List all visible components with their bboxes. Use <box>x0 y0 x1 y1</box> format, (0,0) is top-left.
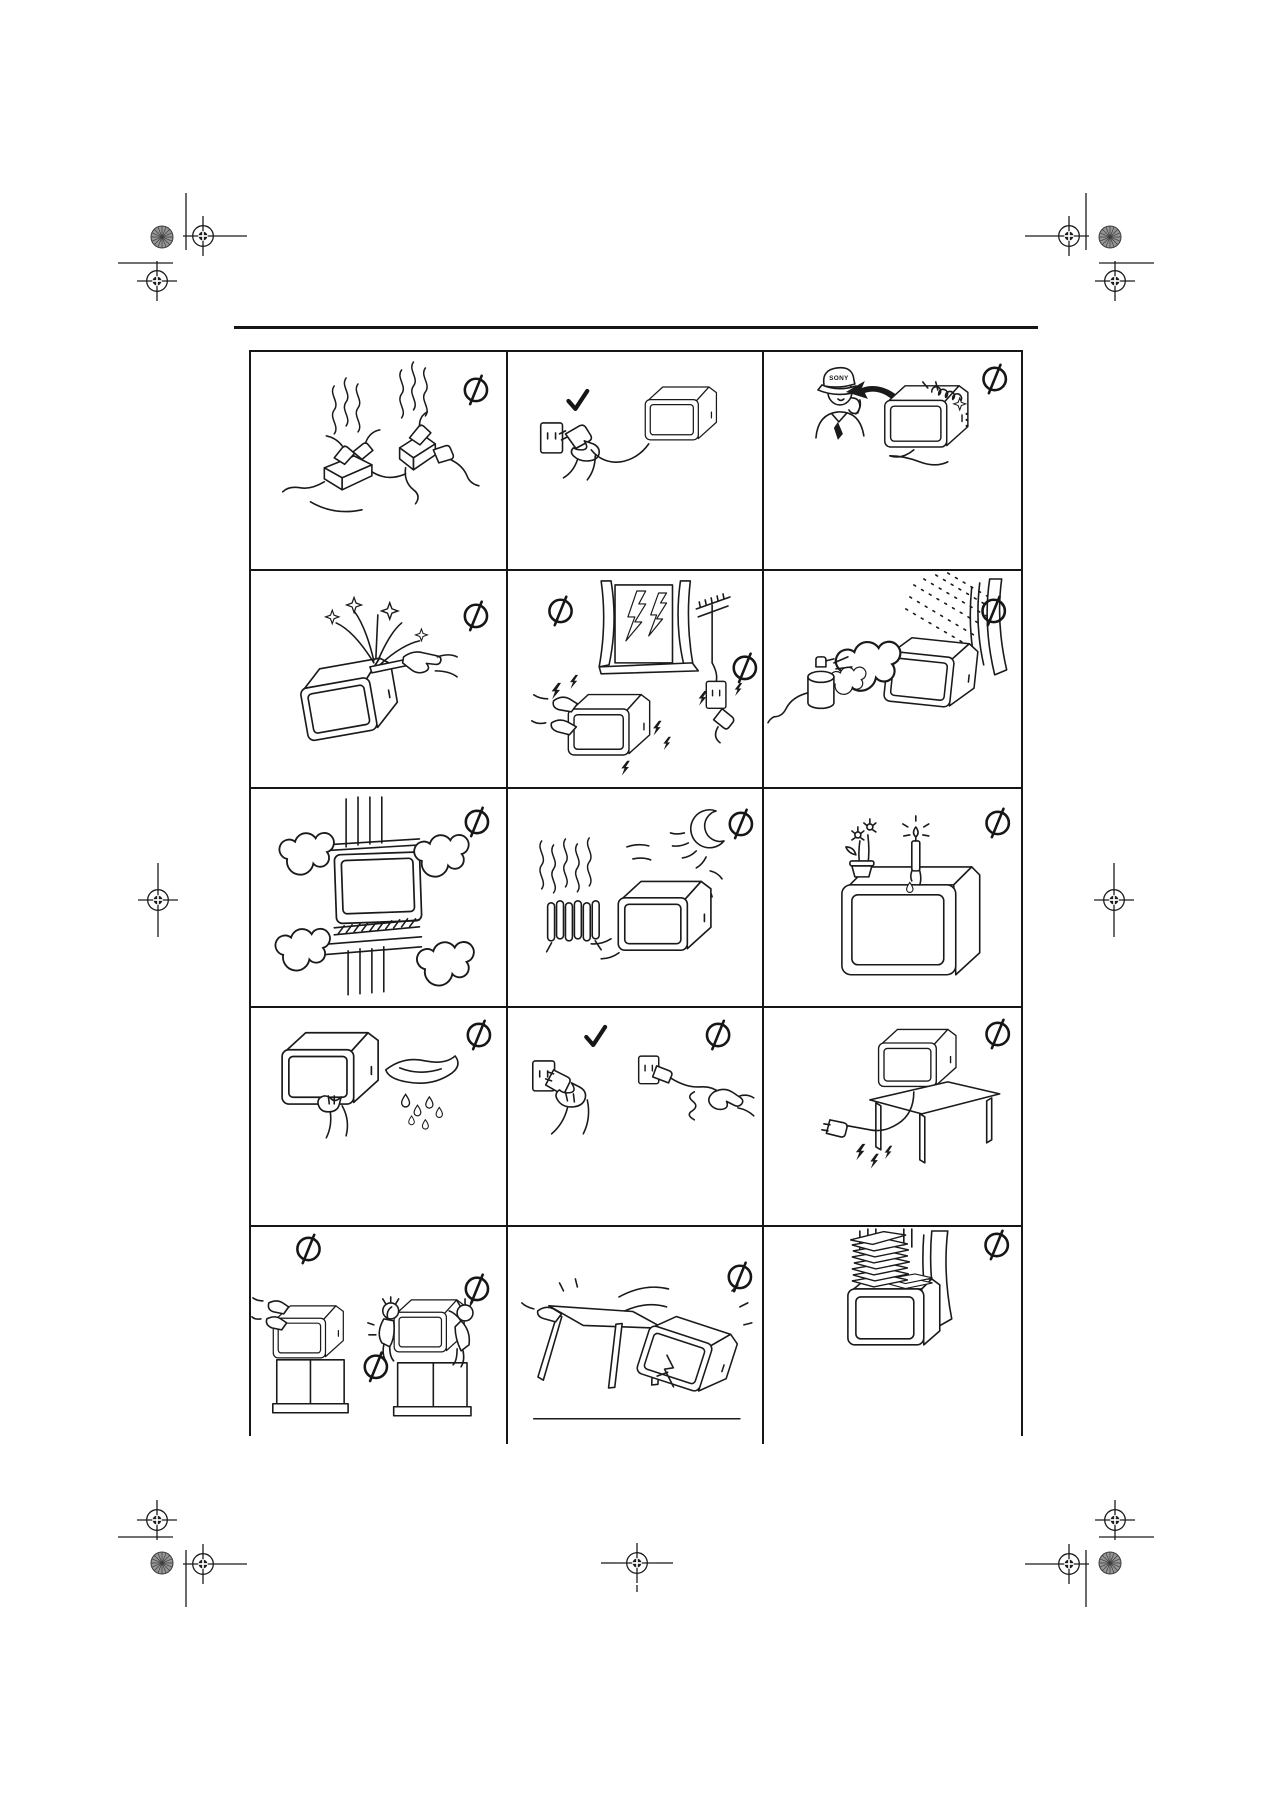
aerosol-spray-illustration <box>764 571 1021 788</box>
cell-unplug-during-lightning <box>508 571 765 790</box>
prohibited-icon <box>707 1021 729 1049</box>
lean-on-tv <box>252 1298 348 1413</box>
candle-plant-illustration <box>764 789 1021 1006</box>
cell-pull-plug-not-cord <box>508 1008 765 1227</box>
prohibited-icon <box>297 1235 319 1263</box>
water-drop-icon <box>409 1116 415 1125</box>
heat-wave-icon <box>575 844 578 892</box>
registration-mark <box>183 1544 223 1584</box>
stacked-papers-illustration <box>764 1227 1021 1444</box>
heat-cloud-icon <box>417 942 474 986</box>
spark-bolt-icon <box>885 1146 893 1159</box>
tv-icon <box>394 1300 464 1352</box>
lightning-icon <box>648 593 666 636</box>
header-rule <box>234 326 1038 329</box>
service-person <box>816 368 864 440</box>
heat-cloud-icon <box>275 929 330 971</box>
smoke-icon <box>424 368 427 416</box>
tv-icon <box>334 852 422 924</box>
cell-overloaded-outlet <box>251 352 508 571</box>
prohibited-icon <box>733 653 755 681</box>
cell-no-wet-cloth <box>251 1008 508 1227</box>
color-control-dot <box>151 1552 173 1574</box>
prohibited-icon <box>986 1231 1008 1259</box>
spark-bolt-icon <box>856 1144 865 1160</box>
registration-mark <box>1095 1500 1135 1540</box>
prohibited-icon <box>987 1020 1009 1048</box>
safety-grid <box>249 350 1023 1436</box>
water-drop-icon <box>436 1108 442 1118</box>
water-drop-icon <box>414 1105 421 1116</box>
prohibited-icon <box>549 596 571 624</box>
children-climbing <box>368 1297 473 1416</box>
heat-sources-illustration <box>508 789 763 1006</box>
tv-icon <box>645 387 716 440</box>
reg-cluster-bottom-right <box>1025 1500 1154 1607</box>
spark-icon <box>326 610 339 623</box>
heat-cloud-icon <box>279 833 334 875</box>
registration-mark <box>617 1543 657 1583</box>
spark-icon <box>382 602 398 618</box>
tv-open-back <box>885 382 968 465</box>
cell-no-objects-in-vents <box>251 571 508 790</box>
blocked-ventilation-illustration <box>251 789 506 1006</box>
yank-cord-wrong <box>638 1056 753 1120</box>
tv-icon <box>568 694 649 754</box>
grip-plug-correct <box>532 1061 588 1134</box>
prohibited-icon <box>987 809 1009 837</box>
wet-cloth-illustration <box>251 1008 506 1225</box>
outlet-icon <box>540 423 562 453</box>
registration-mark <box>137 261 177 301</box>
spark-bolt-icon <box>570 675 578 689</box>
check-icon <box>586 1027 605 1045</box>
heat-wave-icon <box>552 845 555 893</box>
falling-tv-illustration <box>508 1227 763 1444</box>
registration-mark <box>1095 261 1135 301</box>
prohibited-icon <box>983 596 1005 624</box>
prohibited-icon <box>728 1263 750 1291</box>
plug-vs-cord-illustration <box>508 1008 763 1225</box>
tv-icon <box>885 386 968 447</box>
reg-cluster-top-right <box>1025 193 1154 301</box>
registration-mark <box>1094 880 1134 920</box>
cell-connect-plug-properly <box>508 352 765 571</box>
tv-icon <box>282 1033 378 1104</box>
cap-label: SONY <box>829 374 850 382</box>
prohibited-icon <box>468 1021 490 1049</box>
water-drop-icon <box>402 1094 410 1106</box>
cell-no-climbing <box>251 1227 508 1444</box>
service-person-illustration <box>764 352 1021 569</box>
registration-mark <box>138 880 178 920</box>
objects-in-vents-illustration <box>251 571 506 788</box>
overloaded-outlet-illustration <box>251 352 506 569</box>
heat-wave-icon <box>563 839 566 887</box>
power-strip <box>283 430 406 492</box>
spark-bolt-icon <box>653 720 661 735</box>
check-icon <box>568 391 587 409</box>
cell-qualified-service-only <box>764 352 1021 571</box>
heat-wave-icon <box>587 838 590 886</box>
smoke-icon <box>400 370 403 418</box>
prohibited-icon <box>465 376 487 404</box>
outlet-icon <box>706 681 726 708</box>
reg-bottom-center <box>601 1543 673 1592</box>
cell-no-blocked-ventilation <box>251 789 508 1008</box>
lightning-icon <box>626 591 646 641</box>
wet-cloth <box>386 1056 458 1129</box>
prohibited-icon <box>466 808 488 836</box>
water-drop-icon <box>426 1097 433 1108</box>
heat-cloud-icon <box>414 835 469 877</box>
smoke-icon <box>333 386 336 434</box>
prohibited-icon <box>729 810 751 838</box>
lightning-storm-illustration <box>508 571 763 788</box>
registration-mark <box>137 1500 177 1540</box>
cell-no-objects-on-top <box>764 789 1021 1008</box>
spark-bolt-icon <box>734 683 742 696</box>
smoke-icon <box>356 384 359 432</box>
cell-no-unstable-surface <box>508 1227 765 1444</box>
color-control-dot <box>151 226 173 248</box>
smoke-icon <box>344 378 347 426</box>
reg-middle-left <box>138 863 178 937</box>
antenna <box>696 594 730 687</box>
paper-stack <box>850 1230 933 1288</box>
prohibited-icon <box>466 1275 488 1303</box>
tv-with-stack <box>848 1279 940 1345</box>
prohibited-icon <box>984 365 1006 393</box>
reg-middle-right <box>1094 863 1134 937</box>
pinched-cord-illustration <box>764 1008 1021 1225</box>
registration-mark <box>1049 1544 1089 1584</box>
tv-icon <box>879 1030 956 1087</box>
color-control-dot <box>1099 226 1121 248</box>
cell-no-aerosol-sprays <box>764 571 1021 790</box>
smoke-icon <box>412 362 415 410</box>
window-lightning <box>599 581 698 674</box>
registration-mark <box>1049 216 1089 256</box>
cell-away-from-heat <box>508 789 765 1008</box>
prohibited-icon <box>465 601 487 629</box>
reg-cluster-top-left <box>118 193 247 301</box>
plug <box>713 709 733 729</box>
water-drop-icon <box>422 1120 428 1129</box>
climbing-illustration <box>251 1227 506 1444</box>
registration-mark <box>183 216 223 256</box>
spark-bolt-icon <box>621 760 629 775</box>
spark-icon <box>347 597 362 612</box>
flower-pot <box>846 819 876 877</box>
table <box>870 1082 1000 1163</box>
cell-no-stacked-papers <box>764 1227 1021 1444</box>
tv-icon <box>618 882 711 951</box>
spark-bolt-icon <box>663 736 671 749</box>
spark-bolt-icon <box>871 1154 880 1169</box>
connect-plug-illustration <box>508 352 763 569</box>
reg-cluster-bottom-left <box>118 1500 247 1607</box>
sun <box>670 810 724 868</box>
cell-no-pinched-cord <box>764 1008 1021 1227</box>
spark-bolt-icon <box>551 683 560 699</box>
heat-wave-icon <box>540 841 543 889</box>
spark-icon <box>415 629 427 641</box>
color-control-dot <box>1099 1552 1121 1574</box>
